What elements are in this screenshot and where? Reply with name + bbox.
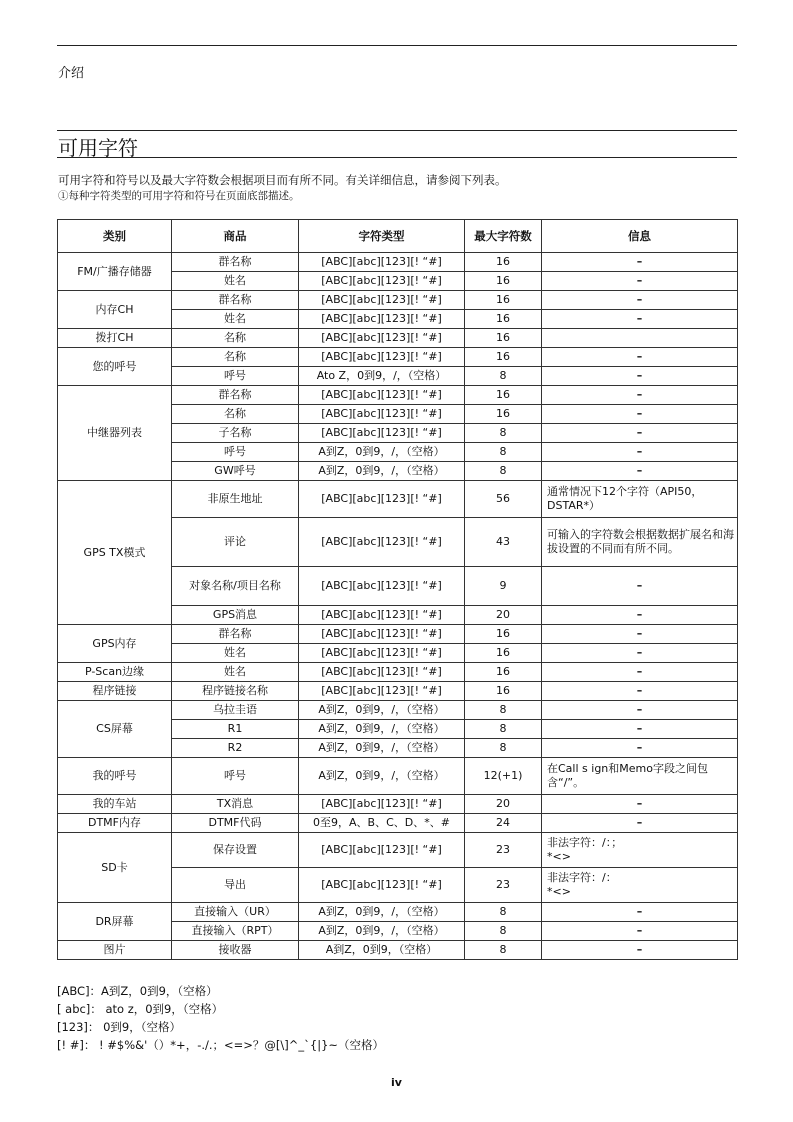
item-cell: 评论 <box>172 518 299 567</box>
info-cell: 在Call s ign和Memo字段之间包含“/”。 <box>542 758 738 795</box>
category-cell: SD卡 <box>58 833 172 903</box>
item-cell: GPS消息 <box>172 606 299 625</box>
max-chars-cell: 8 <box>465 443 542 462</box>
char-type-cell: A到Z，0到9，/，（空格） <box>299 739 465 758</box>
max-chars-cell: 16 <box>465 329 542 348</box>
legend-abc-lower: [ abc]： ato z，0到9，（空格） <box>57 1002 224 1016</box>
max-chars-cell: 8 <box>465 367 542 386</box>
page-title: 可用字符 <box>58 136 138 160</box>
info-cell: – <box>542 739 738 758</box>
char-type-cell: [ABC][abc][123][! “#] <box>299 606 465 625</box>
item-cell: 群名称 <box>172 386 299 405</box>
table-row <box>58 291 738 310</box>
title-bottom-rule <box>57 157 737 158</box>
category-cell: GPS内存 <box>58 625 172 663</box>
char-type-cell: [ABC][abc][123][! “#] <box>299 567 465 606</box>
max-chars-cell: 8 <box>465 720 542 739</box>
max-chars-cell: 8 <box>465 903 542 922</box>
info-cell: – <box>542 291 738 310</box>
item-cell: 名称 <box>172 348 299 367</box>
item-cell: GW呼号 <box>172 462 299 481</box>
char-type-cell: [ABC][abc][123][! “#] <box>299 310 465 329</box>
max-chars-cell: 8 <box>465 424 542 443</box>
max-chars-cell: 20 <box>465 795 542 814</box>
title-top-rule <box>57 130 737 131</box>
max-chars-cell: 16 <box>465 405 542 424</box>
info-cell: – <box>542 606 738 625</box>
header-category: 类别 <box>58 220 172 253</box>
max-chars-cell: 12(+1) <box>465 758 542 795</box>
item-cell: 呼号 <box>172 367 299 386</box>
category-cell: 图片 <box>58 941 172 960</box>
info-cell: – <box>542 567 738 606</box>
table-row <box>58 386 738 405</box>
characters-table-container <box>57 219 738 960</box>
table-row <box>58 795 738 814</box>
item-cell: 群名称 <box>172 625 299 644</box>
item-cell: 接收器 <box>172 941 299 960</box>
char-type-cell: [ABC][abc][123][! “#] <box>299 405 465 424</box>
item-cell: 程序链接名称 <box>172 682 299 701</box>
item-cell: 群名称 <box>172 253 299 272</box>
char-type-cell: [ABC][abc][123][! “#] <box>299 682 465 701</box>
char-type-cell: [ABC][abc][123][! “#] <box>299 868 465 903</box>
category-cell: DR屏幕 <box>58 903 172 941</box>
char-type-cell: A到Z，0到9，/，（空格） <box>299 462 465 481</box>
info-cell: – <box>542 682 738 701</box>
max-chars-cell: 8 <box>465 739 542 758</box>
info-cell: – <box>542 720 738 739</box>
item-cell: 乌拉圭语 <box>172 701 299 720</box>
item-cell: 非原生地址 <box>172 481 299 518</box>
page-number: iv <box>391 1076 402 1089</box>
header-item: 商品 <box>172 220 299 253</box>
item-cell: 导出 <box>172 868 299 903</box>
char-type-cell: [ABC][abc][123][! “#] <box>299 518 465 567</box>
table-row <box>58 701 738 720</box>
item-cell: 姓名 <box>172 644 299 663</box>
char-type-cell: [ABC][abc][123][! “#] <box>299 291 465 310</box>
category-cell: P-Scan边缘 <box>58 663 172 682</box>
char-type-cell: [ABC][abc][123][! “#] <box>299 329 465 348</box>
legend-symbols: [! #]： ! #$%&'（）*+，-./.；<=>？@[\]^_`{|}~（空格） <box>57 1038 385 1052</box>
info-cell: – <box>542 625 738 644</box>
max-chars-cell: 43 <box>465 518 542 567</box>
info-cell: – <box>542 443 738 462</box>
table-row <box>58 329 738 348</box>
info-cell: – <box>542 795 738 814</box>
item-cell: 姓名 <box>172 272 299 291</box>
info-cell: – <box>542 272 738 291</box>
info-cell: – <box>542 310 738 329</box>
max-chars-cell: 8 <box>465 462 542 481</box>
info-cell: – <box>542 386 738 405</box>
item-cell: 名称 <box>172 329 299 348</box>
category-cell: 我的车站 <box>58 795 172 814</box>
max-chars-cell: 24 <box>465 814 542 833</box>
max-chars-cell: 16 <box>465 663 542 682</box>
intro-paragraph: 可用字符和符号以及最大字符数会根据项目而有所不同。有关详细信息，请参阅下列表。 <box>58 173 507 187</box>
max-chars-cell: 16 <box>465 386 542 405</box>
char-type-cell: A到Z，0到9，/，（空格） <box>299 701 465 720</box>
info-cell: 可输入的字符数会根据数据扩展名和海拔设置的不同而有所不同。 <box>542 518 738 567</box>
max-chars-cell: 8 <box>465 922 542 941</box>
section-label: 介绍 <box>58 66 85 81</box>
item-cell: R2 <box>172 739 299 758</box>
item-cell: 姓名 <box>172 310 299 329</box>
info-cell: – <box>542 663 738 682</box>
category-cell: 拨打CH <box>58 329 172 348</box>
max-chars-cell: 20 <box>465 606 542 625</box>
max-chars-cell: 8 <box>465 941 542 960</box>
char-type-cell: A到Z，0到9，/，（空格） <box>299 720 465 739</box>
char-type-cell: [ABC][abc][123][! “#] <box>299 795 465 814</box>
info-cell: – <box>542 424 738 443</box>
legend-abc-upper: [ABC]：A到Z，0到9，（空格） <box>57 984 218 998</box>
item-cell: 呼号 <box>172 758 299 795</box>
char-type-cell: [ABC][abc][123][! “#] <box>299 348 465 367</box>
info-cell: – <box>542 814 738 833</box>
table-row <box>58 814 738 833</box>
max-chars-cell: 23 <box>465 833 542 868</box>
max-chars-cell: 56 <box>465 481 542 518</box>
item-cell: R1 <box>172 720 299 739</box>
info-cell: – <box>542 903 738 922</box>
char-type-cell: [ABC][abc][123][! “#] <box>299 386 465 405</box>
info-cell: 非法字符：/：； *<> <box>542 833 738 868</box>
category-cell: CS屏幕 <box>58 701 172 758</box>
max-chars-cell: 9 <box>465 567 542 606</box>
table-row <box>58 758 738 795</box>
info-cell <box>542 329 738 348</box>
max-chars-cell: 16 <box>465 625 542 644</box>
table-row <box>58 682 738 701</box>
char-type-cell: A到Z，0到9，（空格） <box>299 941 465 960</box>
char-type-cell: [ABC][abc][123][! “#] <box>299 424 465 443</box>
category-cell: 您的呼号 <box>58 348 172 386</box>
table-row <box>58 833 738 868</box>
char-type-cell: [ABC][abc][123][! “#] <box>299 625 465 644</box>
info-cell: – <box>542 462 738 481</box>
header-max-chars: 最大字符数 <box>465 220 542 253</box>
char-type-cell: A到Z，0到9，/，（空格） <box>299 922 465 941</box>
char-type-cell: [ABC][abc][123][! “#] <box>299 833 465 868</box>
max-chars-cell: 16 <box>465 644 542 663</box>
characters-table <box>57 219 738 960</box>
item-cell: 姓名 <box>172 663 299 682</box>
info-cell: 非法字符：/： *<> <box>542 868 738 903</box>
max-chars-cell: 16 <box>465 310 542 329</box>
char-type-cell: A到Z，0到9，/，（空格） <box>299 758 465 795</box>
table-row <box>58 625 738 644</box>
category-cell: DTMF内存 <box>58 814 172 833</box>
max-chars-cell: 16 <box>465 253 542 272</box>
char-type-cell: [ABC][abc][123][! “#] <box>299 253 465 272</box>
table-row <box>58 253 738 272</box>
intro-note: ①每种字符类型的可用字符和符号在页面底部描述。 <box>58 190 300 202</box>
max-chars-cell: 16 <box>465 291 542 310</box>
top-rule <box>57 45 737 46</box>
info-cell: – <box>542 367 738 386</box>
item-cell: 对象名称/项目名称 <box>172 567 299 606</box>
char-type-cell: A到Z，0到9，/，（空格） <box>299 903 465 922</box>
char-type-cell: 0至9，A、B、C、D、*、# <box>299 814 465 833</box>
max-chars-cell: 16 <box>465 682 542 701</box>
table-row <box>58 663 738 682</box>
max-chars-cell: 8 <box>465 701 542 720</box>
legend-123: [123]： 0到9，（空格） <box>57 1020 181 1034</box>
table-row <box>58 941 738 960</box>
table-row <box>58 348 738 367</box>
item-cell: 保存设置 <box>172 833 299 868</box>
info-cell: – <box>542 644 738 663</box>
category-cell: 内存CH <box>58 291 172 329</box>
info-cell: – <box>542 941 738 960</box>
item-cell: DTMF代码 <box>172 814 299 833</box>
table-header-row <box>58 220 738 253</box>
header-char-type: 字符类型 <box>299 220 465 253</box>
table-body <box>58 253 738 960</box>
item-cell: 呼号 <box>172 443 299 462</box>
table-row <box>58 903 738 922</box>
header-info: 信息 <box>542 220 738 253</box>
info-cell: – <box>542 701 738 720</box>
info-cell: – <box>542 253 738 272</box>
table-row <box>58 481 738 518</box>
char-type-cell: A到Z，0到9，/，（空格） <box>299 443 465 462</box>
category-cell: GPS TX模式 <box>58 481 172 625</box>
info-cell: – <box>542 348 738 367</box>
char-type-cell: [ABC][abc][123][! “#] <box>299 644 465 663</box>
item-cell: TX消息 <box>172 795 299 814</box>
char-type-cell: Ato Z，0到9，/，（空格） <box>299 367 465 386</box>
max-chars-cell: 23 <box>465 868 542 903</box>
category-cell: 我的呼号 <box>58 758 172 795</box>
char-type-cell: [ABC][abc][123][! “#] <box>299 481 465 518</box>
category-cell: FM/广播存储器 <box>58 253 172 291</box>
max-chars-cell: 16 <box>465 272 542 291</box>
item-cell: 子名称 <box>172 424 299 443</box>
info-cell: 通常情况下12个字符（API50，DSTAR*） <box>542 481 738 518</box>
category-cell: 程序链接 <box>58 682 172 701</box>
char-type-cell: [ABC][abc][123][! “#] <box>299 272 465 291</box>
category-cell: 中继器列表 <box>58 386 172 481</box>
item-cell: 群名称 <box>172 291 299 310</box>
info-cell: – <box>542 922 738 941</box>
info-cell: – <box>542 405 738 424</box>
char-type-cell: [ABC][abc][123][! “#] <box>299 663 465 682</box>
item-cell: 直接输入（RPT） <box>172 922 299 941</box>
max-chars-cell: 16 <box>465 348 542 367</box>
item-cell: 直接输入（UR） <box>172 903 299 922</box>
item-cell: 名称 <box>172 405 299 424</box>
